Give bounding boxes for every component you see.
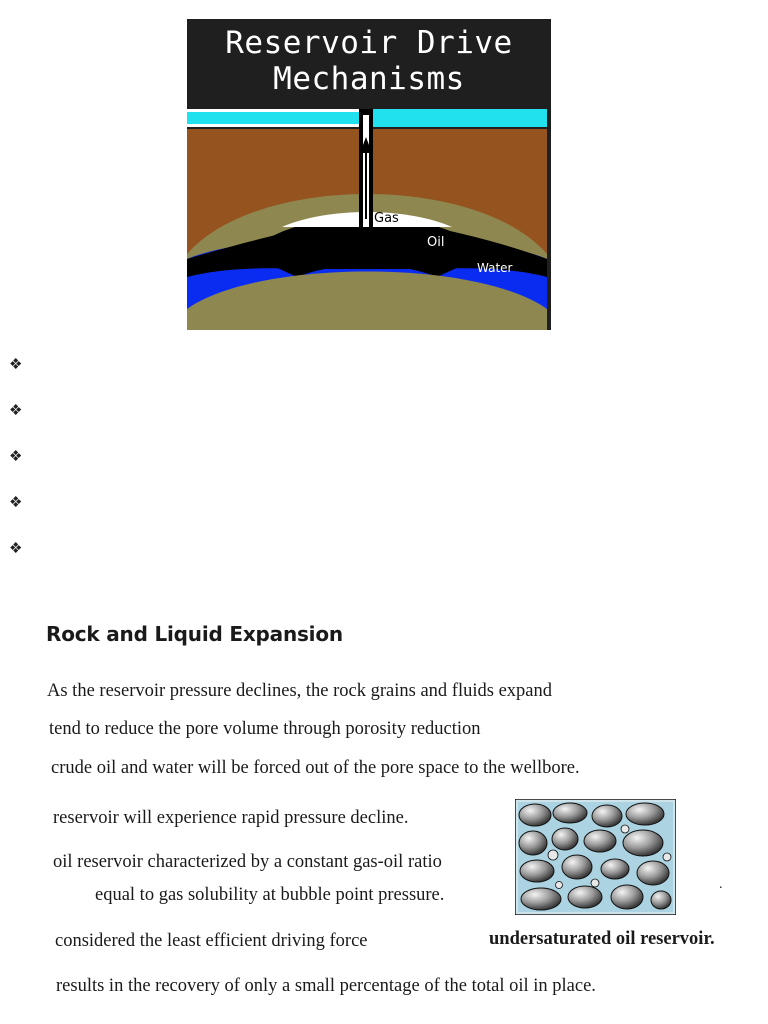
gas-label: Gas <box>374 211 399 226</box>
body-line: results in the recovery of only a small percentage of the total oil in place. <box>56 976 596 996</box>
rock-grain <box>584 830 616 852</box>
body-line: equal to gas solubility at bubble point pressure. <box>95 885 445 905</box>
banner-title-line1: Reservoir Drive <box>225 25 513 61</box>
rock-grain <box>637 861 669 885</box>
body-line: reservoir will experience rapid pressure decline. <box>53 808 409 828</box>
rock-grain <box>611 885 643 909</box>
rock-grain <box>623 830 663 856</box>
small-grain <box>556 882 563 889</box>
body-line: tend to reduce the pore volume through porosity reduction <box>49 719 481 739</box>
rock-grain <box>568 886 602 908</box>
rock-grain <box>519 804 551 826</box>
bullet-glyph: ❖ <box>9 449 23 465</box>
small-grain <box>548 850 558 860</box>
rock-grain <box>601 859 629 879</box>
rock-grain <box>521 888 561 910</box>
small-grain <box>621 825 629 833</box>
flow-arrow-shaft <box>365 149 367 219</box>
bullet-glyph: ❖ <box>9 357 23 373</box>
bullet-glyph: ❖ <box>9 541 23 557</box>
rock-grains-image <box>515 799 676 915</box>
rock-grain <box>562 855 592 879</box>
rock-grain <box>519 831 547 855</box>
banner-title <box>187 25 551 97</box>
water-label: Water <box>477 261 513 275</box>
bullet-glyph: ❖ <box>9 403 23 419</box>
small-grain <box>663 853 671 861</box>
body-line: As the reservoir pressure declines, the rock grains and fluids expand <box>47 681 552 701</box>
rock-grain <box>553 803 587 823</box>
body-line-bold: undersaturated oil reservoir. <box>489 929 715 949</box>
stray-dot: . <box>719 877 723 892</box>
rock-grain <box>552 828 578 850</box>
body-line: oil reservoir characterized by a constant gas-oil ratio <box>53 852 442 872</box>
banner-title-line2: Mechanisms <box>273 61 465 97</box>
rock-grain <box>651 891 671 909</box>
bullet-glyph: ❖ <box>9 495 23 511</box>
surface-flowline-inner <box>187 112 363 124</box>
rock-grain <box>520 860 554 882</box>
oil-label: Oil <box>427 235 445 250</box>
body-line: considered the least efficient driving force <box>55 931 368 951</box>
rock-grain <box>626 803 664 825</box>
reservoir-drive-banner <box>187 19 551 330</box>
small-grain <box>591 879 599 887</box>
section-heading: Rock and Liquid Expansion <box>46 622 343 646</box>
body-line: crude oil and water will be forced out of the pore space to the wellbore. <box>51 758 580 778</box>
reservoir-cross-section-diagram <box>187 109 551 330</box>
rock-grain <box>592 805 622 827</box>
